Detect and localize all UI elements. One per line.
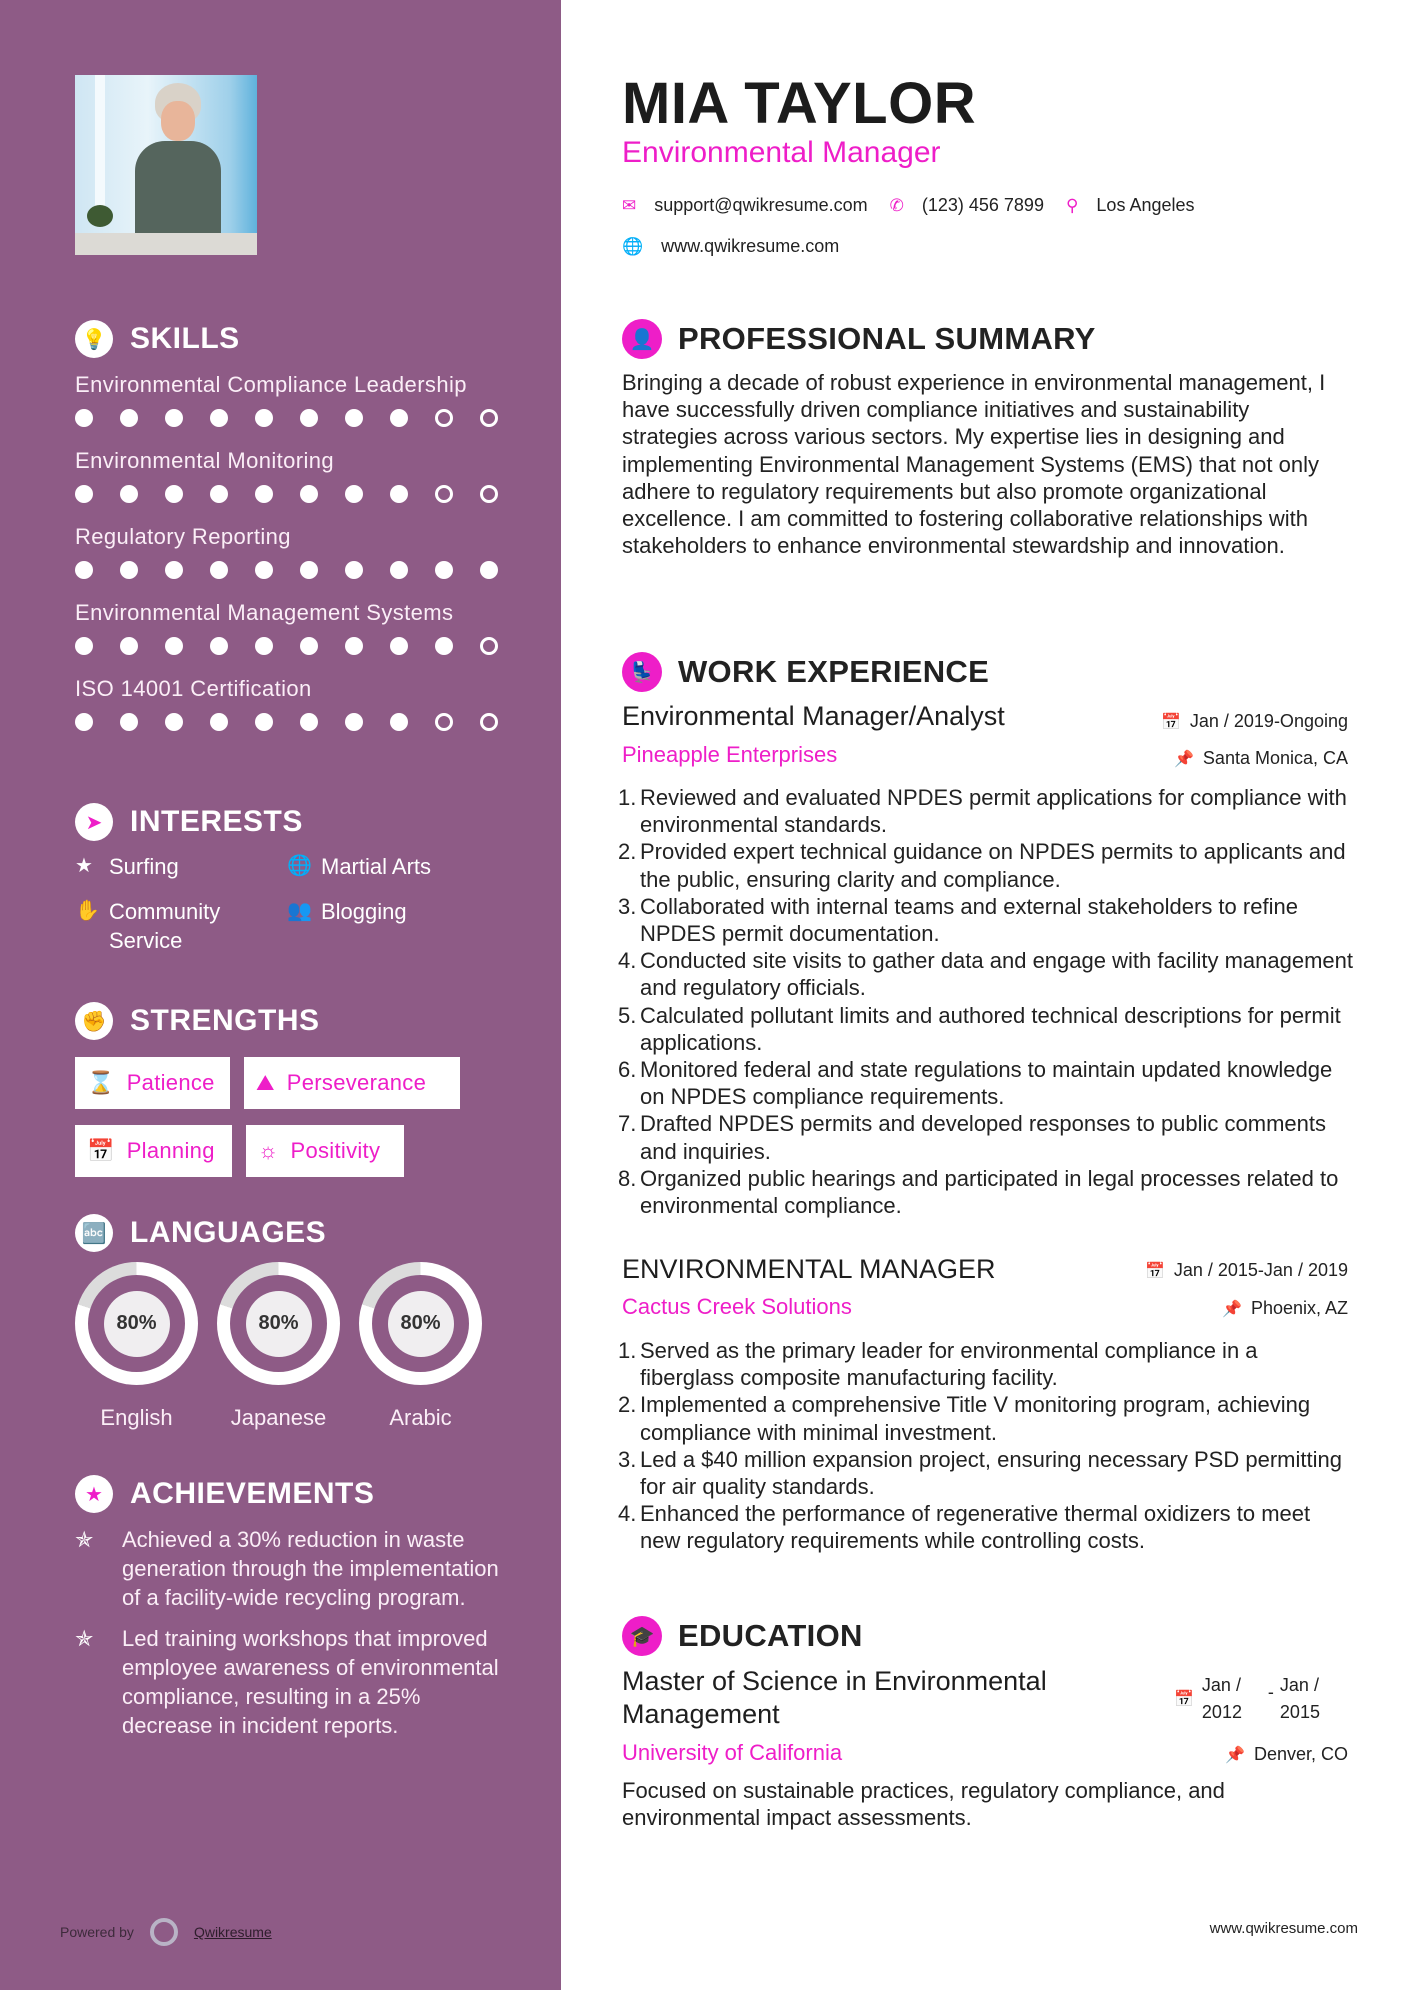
duty-number: 6. [618,1057,637,1083]
job-dates [1161,711,1348,732]
rating-dot-filled [345,713,363,731]
skill-name: Environmental Monitoring [75,448,335,473]
rating-dot-empty [435,713,453,731]
sidebar [0,0,561,1990]
language-percent: 80% [246,1291,312,1357]
languages-title: LANGUAGES [130,1216,327,1249]
skill-name: Environmental Compliance Leadership [75,372,467,397]
rating-dot-filled [75,637,93,655]
chair-icon: 💺 [622,652,662,692]
duties-list [618,784,1353,1219]
skill-rating [75,713,515,731]
skill-name: Environmental Management Systems [75,600,454,625]
email-link[interactable]: support@qwikresume.com [654,195,868,215]
rating-dot-filled [210,485,228,503]
experience-title: WORK EXPERIENCE [678,654,990,689]
location-text: Denver, CO [1253,1744,1348,1764]
duty-text: Drafted NPDES permits and developed responses to public comments and inquiries. [640,1111,1327,1164]
achievement-item [75,1525,515,1612]
rating-dot-filled [120,637,138,655]
language-item [75,1262,198,1431]
users-icon: 👥 [287,900,312,922]
rating-dot-filled [255,409,273,427]
interest-item [75,897,287,955]
pushpin-icon: 📌 [1225,1746,1245,1764]
strength-chip [246,1125,404,1177]
interest-label: Martial Arts [321,854,432,879]
rating-dot-filled [210,409,228,427]
interest-label: Surfing [109,854,179,879]
ring-gap [230,1275,327,1372]
duty-item [618,1165,1353,1219]
rating-dot-empty [480,713,498,731]
education-description: Focused on sustainable practices, regulatory compliance, and environmental impact assessments. [622,1778,1225,1831]
achievement-text: Led training workshops that improved employee awareness of environmental compliance, resulting in a 25% decrease in incident reports. [122,1626,499,1738]
achievements-list [75,1525,515,1752]
calendar-icon: 📅 [1144,1262,1165,1280]
rating-dot-filled [300,485,318,503]
calendar-icon: 📅 [87,1138,115,1163]
position-title: ENVIRONMENTAL MANAGER [622,1254,996,1284]
language-progress-ring [217,1262,340,1385]
hand-icon: ✋ [75,900,100,922]
duty-text: Collaborated with internal teams and external stakeholders to refine NPDES permit documentation. [640,893,1298,947]
calendar-icon: 📅 [1174,1690,1194,1708]
strengths-heading [75,1001,320,1041]
paper-plane-icon: ➤ [75,803,113,841]
contact-row [622,195,1217,216]
summary-heading [622,318,1096,360]
job-location [1222,1298,1348,1319]
rating-dot-filled [435,561,453,579]
footer-url[interactable]: www.qwikresume.com [1209,1920,1358,1937]
rating-dot-filled [390,485,408,503]
duty-item [618,1056,1353,1110]
education-location [1225,1744,1348,1765]
profile-photo [75,75,257,255]
language-percent: 80% [104,1291,170,1357]
duty-number: 1. [618,785,637,810]
rating-dot-filled [210,561,228,579]
phone-icon: ✆ [889,195,904,215]
duty-text: Organized public hearings and participated in legal processes related to environmental compliance. [640,1165,1339,1219]
candidate-name: MIA TAYLOR [622,71,977,136]
user-icon: 👤 [622,319,662,359]
duty-item [618,947,1353,1001]
duty-text: Reviewed and evaluated NPDES permit applications for compliance with environmental standards. [640,785,1347,838]
road-icon: ⛰ [256,1070,275,1095]
language-name: Arabic [389,1405,452,1430]
summary-text: Bringing a decade of robust experience in environmental management, I have successfully driven compliance initiatives and sustainability strategies across various sectors. My expertise lies in designing and implementing Environmental Management Systems (EMS) that not only adhere to regulatory requirements but also promote organizational excellence. I am committed to fostering collaborative relationships with stakeholders to enhance environmental stewardship and innovation. [622,370,1326,559]
duty-number: 2. [618,1392,637,1418]
school-name: University of California [622,1740,843,1765]
duty-text: Conducted site visits to gather data and engage with facility management and regulatory officials. [640,948,1353,1001]
rating-dot-filled [390,561,408,579]
shooting-star-icon: ★ [75,1475,113,1513]
rating-dot-filled [120,409,138,427]
rating-dot-filled [300,409,318,427]
strength-chip [75,1057,230,1109]
envelope-icon: ✉ [622,195,637,215]
skill-rating [75,409,515,427]
rating-dot-filled [165,637,183,655]
rating-dot-filled [120,713,138,731]
duty-text: Monitored federal and state regulations to maintain updated knowledge on NPDES compliance requirements. [640,1057,1333,1110]
strength-label: Positivity [290,1138,381,1163]
duty-text: Implemented a comprehensive Title V monitoring program, achieving compliance with minimal investment. [640,1392,1311,1445]
language-name: English [100,1405,173,1430]
skills-heading [75,319,240,359]
interest-label: Blogging [321,899,407,924]
qwikresume-logo-icon [150,1918,178,1946]
rating-dot-filled [390,713,408,731]
interest-item [75,852,287,881]
pushpin-icon: 📌 [1174,750,1194,768]
language-item [217,1262,340,1431]
rating-dot-filled [75,561,93,579]
duty-item [618,1446,1353,1500]
interests-title: INTERESTS [130,805,303,838]
achievement-item [75,1624,515,1740]
language-icon: 🔤 [75,1214,113,1252]
rating-dot-filled [255,561,273,579]
strengths-title: STRENGTHS [130,1004,320,1037]
skill-rating [75,485,515,503]
location-text: Los Angeles [1096,195,1195,215]
sun-icon: ☼ [258,1138,279,1163]
rating-dot-filled [255,637,273,655]
rating-dot-filled [255,713,273,731]
duty-text: Enhanced the performance of regenerative thermal oxidizers to meet new regulatory requirements while controlling costs. [640,1501,1311,1554]
rating-dot-filled [75,409,93,427]
shooting-star-icon: ✯ [75,1626,94,1651]
interests-heading [75,802,303,842]
powered-by-label: Powered by [60,1924,134,1940]
achievement-text: Achieved a 30% reduction in waste generation through the implementation of a facility-wide recycling program. [122,1527,499,1610]
language-item [359,1262,482,1431]
duties-list [618,1337,1353,1555]
duty-item [618,784,1353,838]
rating-dot-filled [300,561,318,579]
language-progress-ring [359,1262,482,1385]
fist-icon: ✊ [75,1002,113,1040]
rating-dot-filled [75,713,93,731]
strength-chip [75,1125,232,1177]
duty-number: 7. [618,1111,637,1137]
rating-dot-filled [120,485,138,503]
pushpin-icon: 📌 [1222,1300,1242,1318]
rating-dot-empty [435,485,453,503]
rating-dot-filled [345,637,363,655]
duty-number: 3. [618,893,637,919]
ring-gap [88,1275,185,1372]
duty-item [618,1391,1353,1445]
rating-dot-filled [255,485,273,503]
rating-dot-empty [480,637,498,655]
education-heading [622,1615,863,1657]
rating-dot-filled [165,713,183,731]
duty-number: 3. [618,1446,637,1472]
experience-heading [622,651,989,693]
website-row [622,236,839,257]
summary-title: PROFESSIONAL SUMMARY [678,321,1096,356]
date-separator: - [1267,1682,1274,1702]
achievements-title: ACHIEVEMENTS [130,1477,375,1510]
interest-item [287,897,537,955]
strength-label: Planning [126,1138,215,1163]
calendar-icon: 📅 [1160,713,1181,731]
job-title: Environmental Manager [622,136,941,169]
duty-number: 2. [618,839,637,865]
skills-list [75,370,515,750]
rating-dot-filled [480,561,498,579]
rating-dot-filled [300,713,318,731]
lightbulb-icon: 💡 [75,320,113,358]
rating-dot-filled [210,713,228,731]
skill-name: ISO 14001 Certification [75,676,312,701]
education-title: EDUCATION [678,1618,863,1653]
map-pin-icon: ⚲ [1065,195,1079,215]
job-location [1174,748,1348,769]
strength-chip [244,1057,460,1109]
duty-item [618,1002,1353,1056]
duty-number: 4. [618,1501,637,1527]
duty-number: 8. [618,1165,637,1191]
language-percent: 80% [388,1291,454,1357]
rating-dot-filled [435,637,453,655]
rating-dot-filled [300,637,318,655]
rating-dot-filled [345,485,363,503]
duty-item [618,838,1353,892]
rating-dot-filled [390,409,408,427]
rating-dot-filled [210,637,228,655]
interests-list [75,852,545,955]
achievements-heading [75,1474,374,1514]
strength-label: Patience [126,1070,215,1095]
shooting-star-icon: ✯ [75,1527,94,1552]
qwikresume-link[interactable]: Qwikresume [193,1924,272,1940]
interest-item [287,852,537,881]
position-title: Environmental Manager/Analyst [622,701,1005,731]
duty-text: Served as the primary leader for environmental compliance in a fiberglass composite manufacturing facility. [640,1338,1258,1391]
job-dates [1145,1260,1348,1281]
rating-dot-empty [435,409,453,427]
rating-dot-empty [480,485,498,503]
powered-by [60,1918,272,1946]
languages-heading [75,1213,326,1253]
graduate-icon: 🎓 [622,1616,662,1656]
strength-label: Perseverance [286,1070,427,1095]
ring-gap [372,1275,469,1372]
degree-title: Master of Science in Environmental Management [622,1666,1047,1729]
dates-text: Jan / 2015-Jan / 2019 [1173,1260,1348,1280]
duty-text: Provided expert technical guidance on NPDES permits to applicants and the public, ensuring clarity and compliance. [640,839,1346,892]
company-name: Cactus Creek Solutions [622,1294,852,1319]
rating-dot-empty [480,409,498,427]
company-name: Pineapple Enterprises [622,742,838,767]
skills-title: SKILLS [130,322,240,355]
education-dates [1174,1672,1340,1726]
duty-number: 5. [618,1002,637,1028]
location-text: Santa Monica, CA [1202,748,1348,768]
duty-number: 1. [618,1338,637,1363]
rating-dot-filled [165,485,183,503]
rating-dot-filled [390,637,408,655]
language-name: Japanese [230,1405,327,1430]
star-icon: ★ [75,855,93,877]
rating-dot-filled [165,409,183,427]
rating-dot-filled [120,561,138,579]
end-date: Jan / 2015 [1279,1675,1320,1722]
duty-text: Calculated pollutant limits and authored technical descriptions for permit applications. [640,1002,1341,1055]
rating-dot-filled [165,561,183,579]
skill-rating [75,637,515,655]
rating-dot-filled [345,409,363,427]
globe-icon: 🌐 [287,855,312,877]
rating-dot-filled [345,561,363,579]
strengths-list [75,1057,545,1177]
duty-item [618,1500,1353,1554]
start-date: Jan / 2012 [1201,1675,1242,1722]
location-text: Phoenix, AZ [1250,1298,1348,1318]
duty-item [618,1110,1353,1164]
interest-label: Community Service [109,899,221,953]
rating-dot-filled [75,485,93,503]
dates-text: Jan / 2019-Ongoing [1189,711,1348,731]
duty-item [618,1337,1353,1391]
phone-text: (123) 456 7899 [921,195,1044,215]
languages-list [75,1262,482,1431]
hourglass-icon: ⌛ [87,1070,115,1095]
duty-text: Led a $40 million expansion project, ensuring necessary PSD permitting for air quality standards. [640,1446,1342,1500]
globe-icon: 🌐 [622,236,644,256]
duty-number: 4. [618,948,637,974]
skill-name: Regulatory Reporting [75,524,291,549]
duty-item [618,893,1353,947]
language-progress-ring [75,1262,198,1385]
website-link[interactable]: www.qwikresume.com [661,236,840,256]
skill-rating [75,561,515,579]
